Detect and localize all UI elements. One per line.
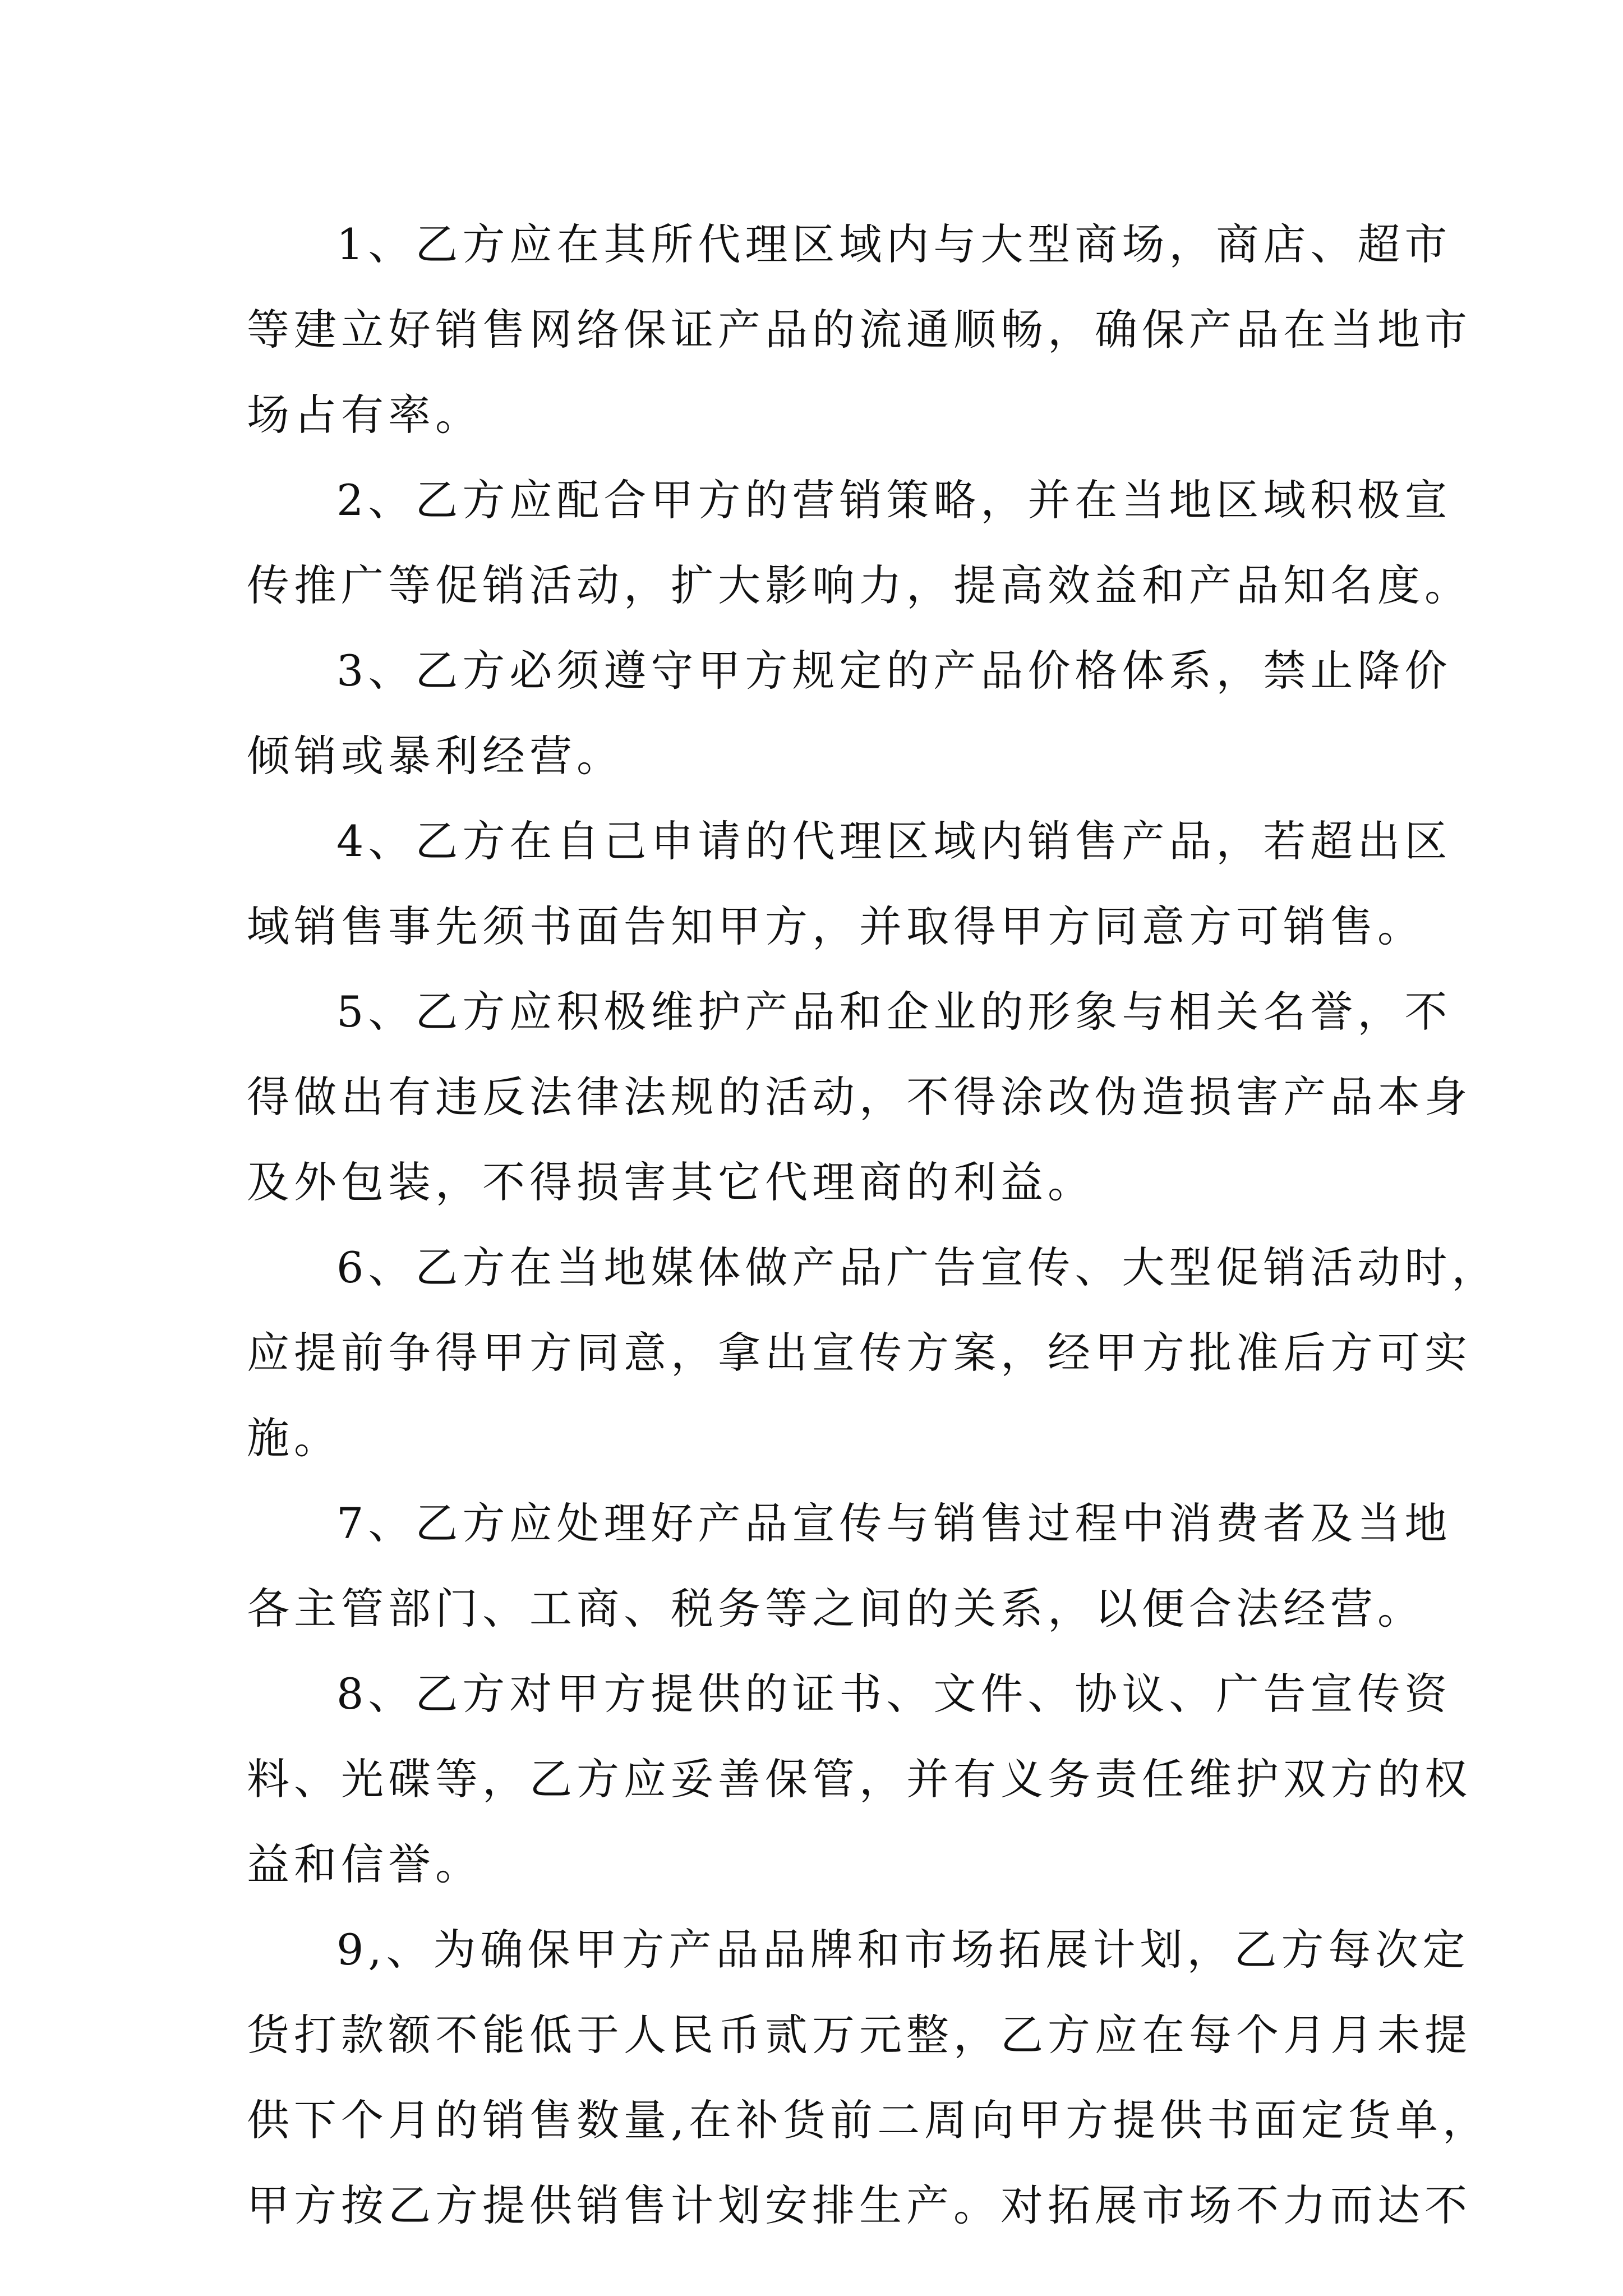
paragraph-line: 及外包装，不得损害其它代理商的利益。 — [247, 1157, 1095, 1207]
paragraph-line: 货打款额不能低于人民币贰万元整，乙方应在每个月月未提 — [247, 2010, 1472, 2060]
paragraph-line: 域销售事先须书面告知甲方，并取得甲方同意方可销售。 — [247, 901, 1424, 951]
paragraph-line: 2、乙方应配合甲方的营销策略，并在当地区域积极宣 — [336, 475, 1452, 525]
paragraph-8 — [247, 1651, 1472, 1907]
paragraph-line: 施。 — [247, 1413, 341, 1463]
paragraph-line: 倾销或暴利经营。 — [247, 731, 624, 781]
paragraph-line: 4、乙方在自己申请的代理区域内销售产品，若超出区 — [336, 816, 1452, 866]
paragraph-line: 传推广等促销活动，扩大影响力，提高效益和产品知名度。 — [247, 560, 1472, 610]
paragraph-line: 7、乙方应处理好产品宣传与销售过程中消费者及当地 — [336, 1498, 1452, 1548]
document-body — [247, 202, 1499, 2248]
paragraph-4 — [247, 799, 1452, 969]
paragraph-line: 8、乙方对甲方提供的证书、文件、协议、广告宣传资 — [336, 1669, 1452, 1719]
paragraph-line: 各主管部门、工商、税务等之间的关系，以便合法经营。 — [247, 1584, 1424, 1634]
paragraph-line: 1、乙方应在其所代理区域内与大型商场，商店、超市 — [336, 219, 1452, 269]
paragraph-5 — [247, 969, 1472, 1225]
paragraph-line: 6、乙方在当地媒体做产品广告宣传、大型促销活动时， — [336, 1243, 1499, 1292]
paragraph-9 — [247, 1907, 1490, 2248]
paragraph-line: 等建立好销售网络保证产品的流通顺畅，确保产品在当地市 — [247, 305, 1472, 355]
paragraph-line: 料、光碟等，乙方应妥善保管，并有义务责任维护双方的权 — [247, 1754, 1472, 1804]
paragraph-line: 益和信誉。 — [247, 1839, 482, 1889]
paragraph-7 — [247, 1481, 1452, 1651]
paragraph-3 — [247, 628, 1452, 799]
paragraph-line: 供下个月的销售数量,在补货前二周向甲方提供书面定货单， — [247, 2095, 1490, 2145]
paragraph-line: 9,、为确保甲方产品品牌和市场拓展计划，乙方每次定 — [336, 1925, 1470, 1975]
paragraph-1 — [247, 202, 1472, 458]
paragraph-line: 5、乙方应积极维护产品和企业的形象与相关名誉，不 — [336, 987, 1452, 1037]
paragraph-line: 甲方按乙方提供销售计划安排生产。对拓展市场不力而达不 — [247, 2180, 1472, 2230]
paragraph-2 — [247, 458, 1472, 628]
paragraph-line: 得做出有违反法律法规的活动，不得涂改伪造损害产品本身 — [247, 1072, 1472, 1122]
paragraph-line: 应提前争得甲方同意，拿出宣传方案，经甲方批准后方可实 — [247, 1328, 1472, 1378]
paragraph-line: 3、乙方必须遵守甲方规定的产品价格体系，禁止降价 — [336, 646, 1452, 696]
paragraph-6 — [247, 1225, 1499, 1481]
paragraph-line: 场占有率。 — [247, 390, 482, 440]
